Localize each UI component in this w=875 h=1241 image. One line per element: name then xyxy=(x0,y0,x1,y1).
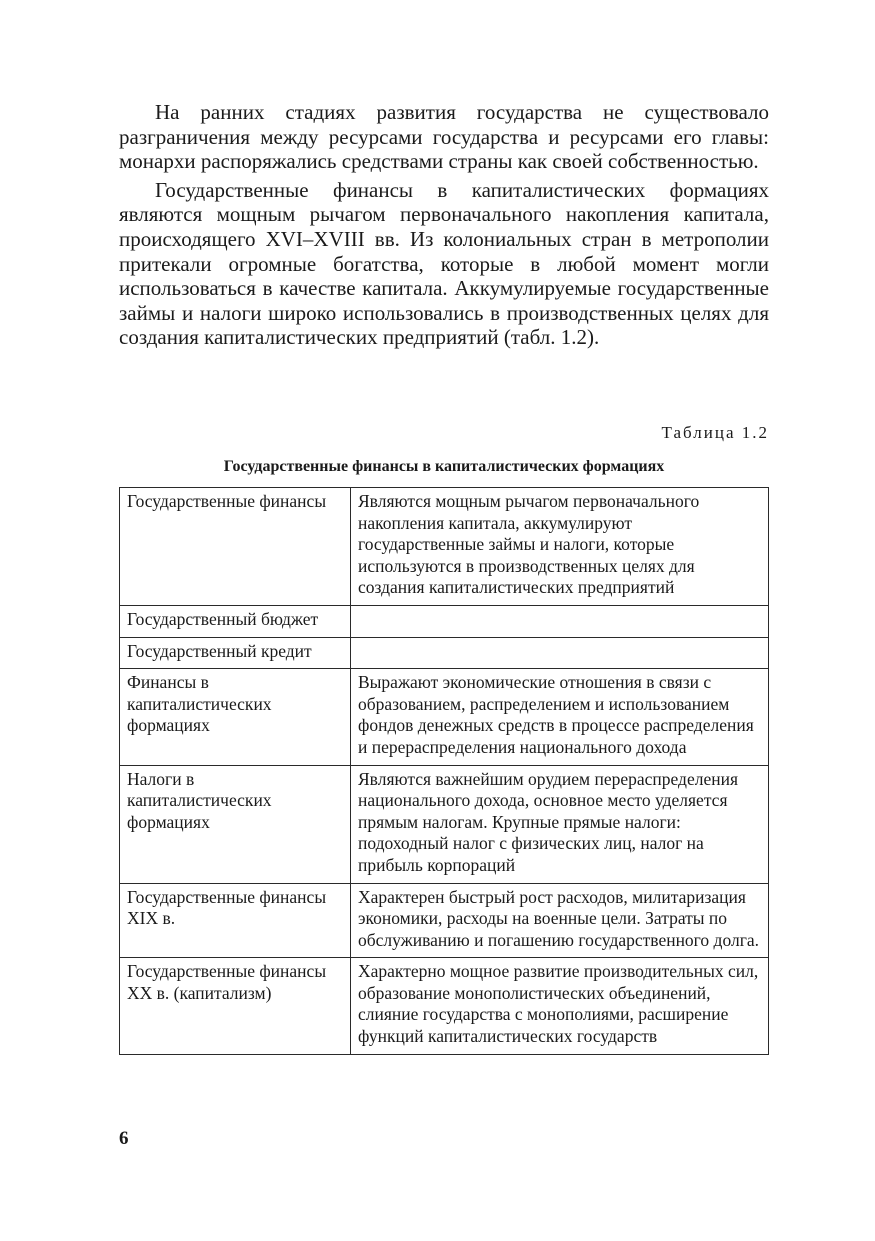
table-row xyxy=(120,637,769,669)
description-cell: Выражают экономические отношения в связи с образованием, распределением и использованием фондов денежных средств в процессе распределения и перераспределения национального дохода xyxy=(351,669,769,765)
description-cell xyxy=(351,605,769,637)
table-row xyxy=(120,765,769,883)
term-cell: Государственный кредит xyxy=(120,637,351,669)
table-row xyxy=(120,605,769,637)
finance-table xyxy=(119,487,769,1055)
paragraph: Государственные финансы в капиталистических формациях являются мощным рычагом первоначального накопления капитала, происходящего XVI–XVIII вв. Из колониальных стран в метрополии притекали огромные богатства, которые в любой момент могли использоваться в качестве капитала. Аккумулируемые государственные займы и налоги широко использовались в производственных целях для создания капиталистических предприятий (табл. 1.2). xyxy=(119,177,769,350)
table-row xyxy=(120,958,769,1054)
term-cell: Государственный бюджет xyxy=(120,605,351,637)
table-number: Таблица 1.2 xyxy=(661,423,769,442)
table-row xyxy=(120,669,769,765)
description-cell: Характерен быстрый рост расходов, милитаризация экономики, расходы на военные цели. Затраты по обслуживанию и погашению государственного долга. xyxy=(351,883,769,958)
body-text xyxy=(119,100,769,350)
paragraph: На ранних стадиях развития государства не существовало разграничения между ресурсами государства и ресурсами его главы: монархи распоряжались средствами страны как своей собственностью. xyxy=(119,100,769,174)
term-cell: Государственные финансы xyxy=(120,488,351,606)
term-cell: Финансы в капиталистических формациях xyxy=(120,669,351,765)
page-number: 6 xyxy=(119,1128,129,1149)
description-cell: Являются важнейшим орудием перераспределения национального дохода, основное место уделяется прямым налогам. Крупные прямые налоги: подоходный налог с физических лиц, налог на прибыль корпораций xyxy=(351,765,769,883)
description-cell: Являются мощным рычагом первоначального накопления капитала, аккумулируют государственные займы и налоги, которые используются в производственных целях для создания капиталистических предприятий xyxy=(351,488,769,606)
description-cell xyxy=(351,637,769,669)
table-row xyxy=(120,883,769,958)
description-cell: Характерно мощное развитие производительных сил, образование монополистических объединений, слияние государства с монополиями, расширение функций капиталистических государств xyxy=(351,958,769,1054)
table-title: Государственные финансы в капиталистических формациях xyxy=(223,458,665,475)
term-cell: Государственные финансы XX в. (капитализм) xyxy=(120,958,351,1054)
table-row xyxy=(120,488,769,606)
term-cell: Налоги в капиталистических формациях xyxy=(120,765,351,883)
term-cell: Государственные финансы XIX в. xyxy=(120,883,351,958)
